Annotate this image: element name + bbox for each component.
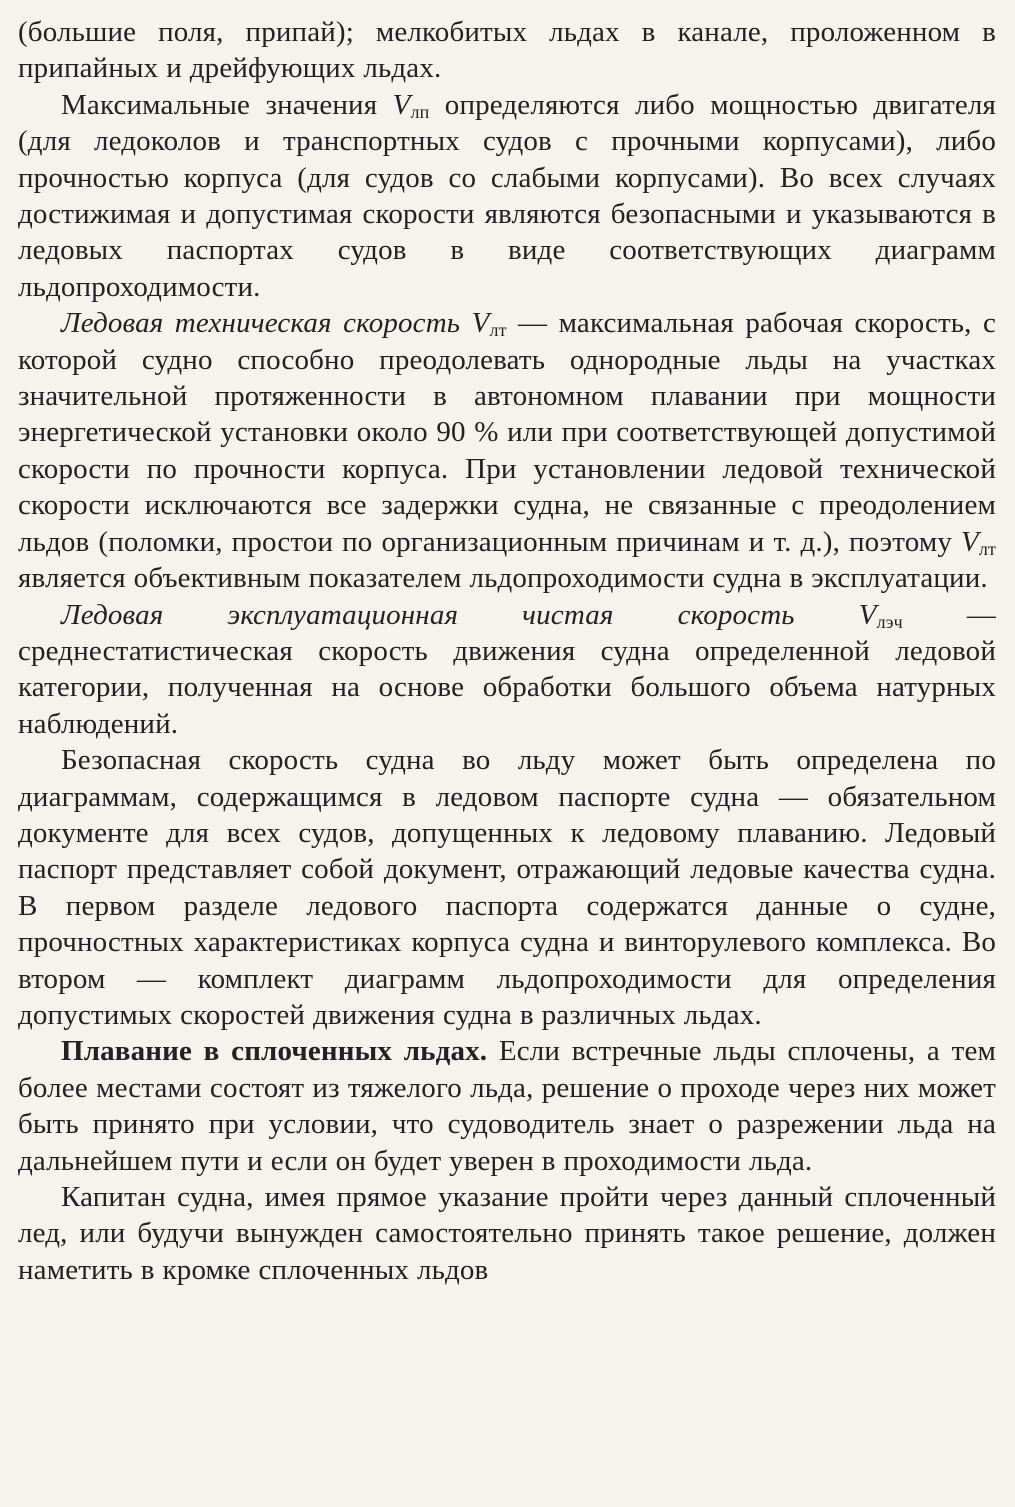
document-page [18, 14, 996, 1288]
paragraph-2-text-a: Максимальные значения [61, 88, 393, 121]
paragraph-6 [18, 1033, 996, 1179]
paragraph-3-text-a: — максимальная рабочая скорость, с которой судно способно преодолевать однородные льды на участках значительной протяженности в автономном плавании при мощности энергетической установки около 90 % или при соответствующей допустимой скорости по прочности корпуса. При установлении ледовой технической скорости исключаются все задержки судна, не связанные с преодолением льдов (поломки, простои по организационным причинам и т. д.), поэтому [18, 307, 997, 558]
speed-subscript: лэч [876, 611, 903, 632]
speed-symbol: V [392, 88, 411, 121]
paragraph-7-text: Капитан судна, имея прямое указание пройти через данный сплоченный лед, или будучи вынужден самостоятельно принять такое решение, должен наметить в кромке сплоченных льдов [18, 1181, 996, 1286]
paragraph-3 [18, 305, 996, 596]
paragraph-3-text-b: является объективным показателем льдопроходимости судна в эксплуатации. [18, 562, 988, 595]
speed-subscript: лт [489, 320, 507, 341]
paragraph-1 [18, 14, 996, 87]
section-heading: Плавание в сплоченных льдах. [61, 1035, 488, 1068]
paragraph-5 [18, 742, 996, 1033]
paragraph-7 [18, 1179, 996, 1288]
term-ice-technical-speed: Ледовая техническая скорость [61, 307, 472, 340]
paragraph-4-text: — среднестатистическая скорость движения судна определенной ледовой категории, полученная на основе обработки большого объема натурных наблюдений. [18, 598, 996, 740]
speed-subscript: лт [978, 538, 996, 559]
paragraph-5-text: Безопасная скорость судна во льду может быть определена по диаграммам, содержащимся в ледовом паспорте судна — обязательном документе для всех судов, допущенных к ледовому плаванию. Ледовый паспорт представляет собой документ, отражающий ледовые качества судна. В первом разделе ледового паспорта содержатся данные о судне, прочностных характеристиках корпуса судна и винторулевого комплекса. Во втором — комплект диаграмм льдопроходимости для определения допустимых скоростей движения судна в различных льдах. [18, 744, 996, 1031]
speed-symbol: V [960, 525, 979, 558]
paragraph-1-text: (большие поля, припай); мелкобитых льдах в канале, проложенном в припайных и дрейфующих льдах. [18, 16, 996, 85]
term-ice-operational-speed: Ледовая эксплуатационная чистая скорость [61, 598, 859, 631]
speed-symbol: V [471, 307, 490, 340]
paragraph-6-text: Если встречные льды сплочены, а тем более местами состоят из тяжелого льда, решение о проходе через них может быть принято при условии, что судоводитель знает о разрежении льда на дальнейшем пути и если он будет уверен в проходимости льда. [18, 1035, 996, 1177]
speed-subscript: лп [410, 101, 430, 122]
paragraph-2-text-b: определяются либо мощностью двигателя (для ледоколов и транспортных судов с прочными корпусами), либо прочностью корпуса (для судов со слабыми корпусами). Во всех случаях достижимая и допустимая скорости являются безопасными и указываются в ледовых паспортах судов в виде соответствующих диаграмм льдопроходимости. [18, 88, 996, 303]
paragraph-2 [18, 87, 996, 305]
speed-symbol: V [858, 598, 877, 631]
paragraph-4 [18, 597, 996, 743]
